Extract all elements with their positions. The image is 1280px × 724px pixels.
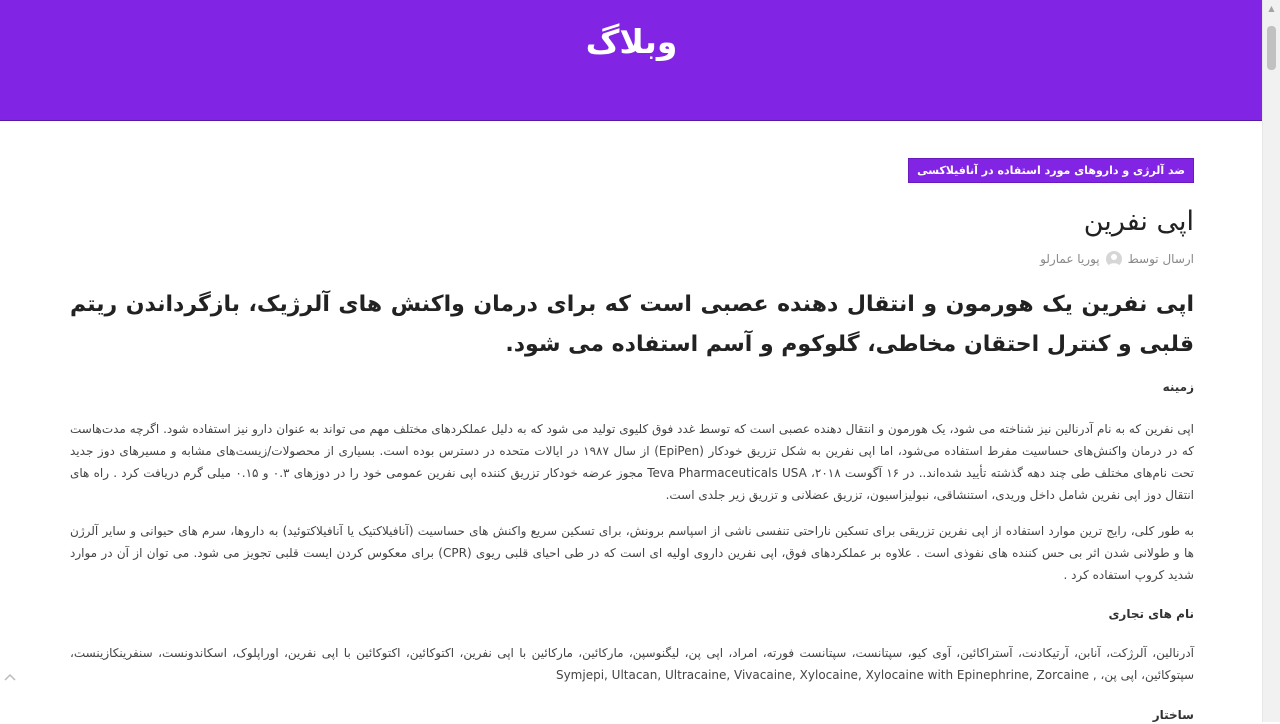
category-badge[interactable]: ضد آلرژی و داروهای مورد استفاده در آنافیلاکسی <box>908 158 1194 183</box>
post-lead: اپی نفرین یک هورمون و انتقال دهنده عصبی است که برای درمان واکنش های آلرژیک، بازگرداندن ریتم قلبی و کنترل احتقان مخاطی، گلوکوم و آسم استفاده می شود. <box>70 292 1194 357</box>
chevron-up-icon[interactable] <box>4 672 16 682</box>
section-title-brands: نام های تجاری <box>1108 607 1194 621</box>
author-avatar-icon <box>1106 251 1122 267</box>
author-name[interactable]: پوریا عمارلو <box>1040 252 1100 266</box>
scroll-up-arrow-icon[interactable]: ▲ <box>1268 4 1275 13</box>
paragraph-brands: آدرنالین، آلرژکت، آنابن، آرتیکادنت، آستراکائین، آوی کیو، سپتانست، سپتانست فورته، امراد، اپی پن، لیگنوسپن، مارکائین، مارکائین با اپی نفرین، اکتوکائین، اکتوکائین با اپی نفرین، اوراپلوک، اسکاندونست، سنفرینکازینست، سپتوکائین، اپی پن، , Symjepi, Ultacan, Ultracaine, Vivacaine, Xylocaine, Xylocaine with Epinephrine, Zorcaine <box>70 646 1194 682</box>
post-title: اپی نفرین <box>1083 206 1194 237</box>
section-title-structure: ساختار <box>1152 708 1194 722</box>
site-header <box>0 0 1263 121</box>
post-article <box>70 120 1194 722</box>
scrollbar-thumb[interactable] <box>1267 26 1276 70</box>
vertical-scrollbar[interactable] <box>1262 0 1280 722</box>
post-meta <box>1040 250 1194 268</box>
paragraph-background-1: اپی نفرین که به نام آدرنالین نیز شناخته می شود، یک هورمون و انتقال دهنده عصبی است که توسط غدد فوق کلیوی تولید می شود که به دلیل عملکردهای مختلف مهم می تواند به عنوان دارو نیز استفاده شود. اگرچه مدت‌هاست که در درمان واکنش‌های حساسیت مفرط استفاده می‌شود، اما اپی نفرین به شکل تزریق خودکار (EpiPen) از سال ۱۹۸۷ در ایالات متحده در دسترس بوده است. بسیاری از محصولات/زیست‌های مشابه و مسیرهای دوز جدید تحت نام‌های مختلف طی چند دهه گذشته تأیید شده‌اند.. در ۱۶ آگوست ۲۰۱۸، Teva Pharmaceuticals USA مجوز عرضه خودکار تزریق کننده اپی نفرین عمومی خود را در دوزهای ۰.۳ و ۰.۱۵ میلی گرم دریافت کرد . راه های انتقال دوز اپی نفرین شامل داخل وریدی، استنشاقی، نبولیزاسیون، تزریق عضلانی و تزریق زیر جلدی است. <box>70 422 1195 502</box>
meta-label: ارسال توسط <box>1127 252 1194 266</box>
paragraph-background-2: به طور کلی، رایج ترین موارد استفاده از اپی نفرین تزریقی برای تسکین ناراحتی تنفسی ناشی از اسپاسم برونش، برای تسکین سریع واکنش های حساسیت (آنافیلاکتیک یا آنافیلاکتوئید) به داروها، سرم های حیوانی و سایر آلرژن ها و طولانی شدن اثر بی حس کننده های نفوذی است . علاوه بر عملکردهای فوق، اپی نفرین داروی اولیه ای است که در طی احیای قلبی ریوی (CPR) برای معکوس کردن ایست قلبی تجویز می شود. می توان از آن در موارد شدید کروپ استفاده کرد . <box>70 524 1194 582</box>
site-title[interactable]: وبلاگ <box>585 22 678 61</box>
section-title-background: زمینه <box>1162 380 1194 394</box>
